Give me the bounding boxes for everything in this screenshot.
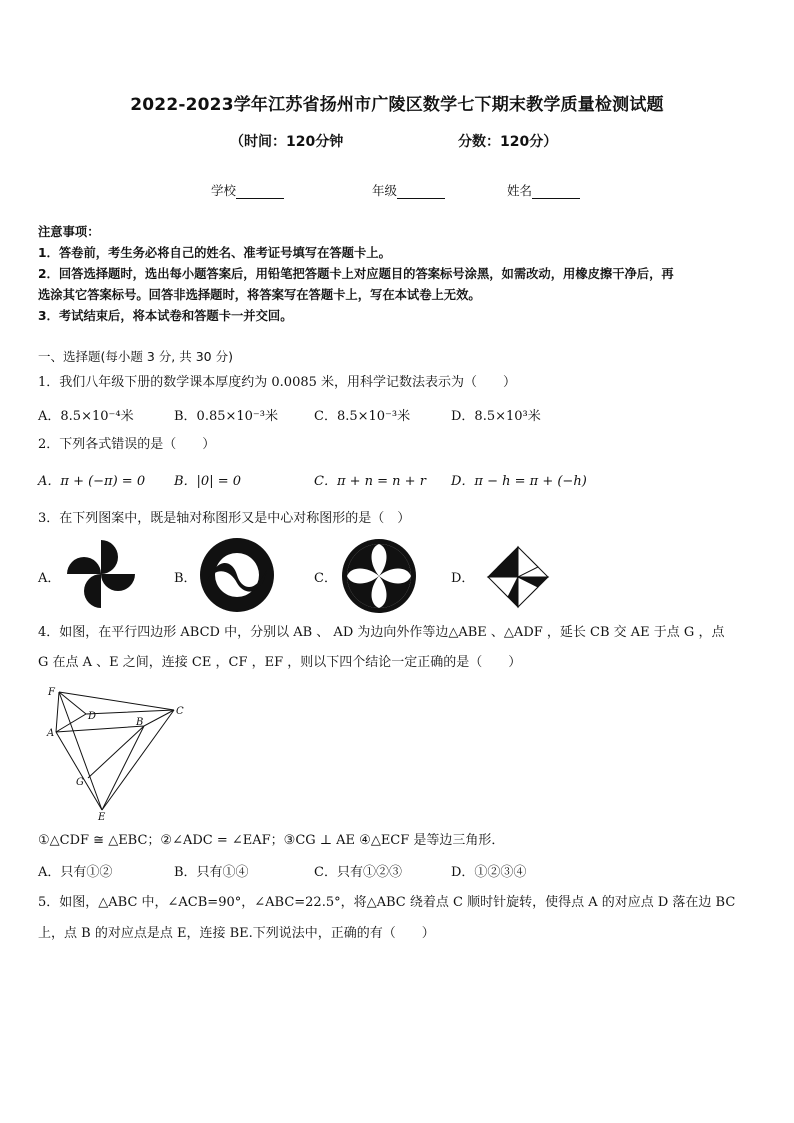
exam-score: 分数：120分） xyxy=(458,134,558,150)
label-D: D xyxy=(88,711,97,722)
q3-label-d[interactable]: D． xyxy=(451,571,475,586)
q4-option-a[interactable]: A．只有①② xyxy=(38,865,113,880)
grade-field[interactable] xyxy=(372,181,445,199)
q2-option-b[interactable]: B．|0| = 0 xyxy=(174,474,242,489)
q3-stem: 3．在下列图案中，既是轴对称图形又是中心对称图形的是（ ） xyxy=(38,511,411,526)
notice-item-2-cont: 选涂其它答案标号。回答非选择题时，将答案写在答题卡上，写在本试卷上无效。 xyxy=(38,288,481,302)
exam-time: （时间：120分钟 xyxy=(230,134,344,150)
q1-stem: 1．我们八年级下册的数学课本厚度约为 0.0085 米，用科学记数法表示为（ ） xyxy=(38,375,517,390)
q4-option-d[interactable]: D．①②③④ xyxy=(451,865,527,880)
q3-figure-d-paper-windmill[interactable] xyxy=(478,543,560,613)
q4-option-b[interactable]: B．只有①④ xyxy=(174,865,249,880)
q2-option-a[interactable]: A．π + (−π) = 0 xyxy=(38,474,146,489)
q2-option-c[interactable]: C．π + n = n + r xyxy=(314,474,426,489)
q3-label-c[interactable]: C． xyxy=(314,571,337,586)
q4-stem-line2: G 在点 A 、E 之间，连接 CE ，CF ，EF ，则以下四个结论一定正确的是（ ） xyxy=(38,655,522,670)
q3-label-a[interactable]: A． xyxy=(38,571,61,586)
name-label: 姓名 xyxy=(507,183,533,198)
q1-option-c[interactable]: C．8.5×10⁻³米 xyxy=(314,409,411,424)
label-F: F xyxy=(48,687,55,698)
q2-option-d[interactable]: D．π − h = π + (−h) xyxy=(451,474,587,489)
q1-option-b[interactable]: B．0.85×10⁻³米 xyxy=(174,409,279,424)
grade-label: 年级 xyxy=(372,183,398,198)
q3-figure-b-wave-circle[interactable] xyxy=(198,537,276,613)
name-field[interactable] xyxy=(507,181,580,199)
school-label: 学校 xyxy=(211,183,237,198)
q3-figure-c-petal-circle[interactable] xyxy=(340,537,418,615)
q1-option-a[interactable]: A．8.5×10⁻⁴米 xyxy=(38,409,134,424)
label-A: A xyxy=(47,728,55,739)
school-field[interactable] xyxy=(211,181,284,199)
notice-item-3: 3．考试结束后，将本试卷和答题卡一并交回。 xyxy=(38,309,293,323)
q2-stem: 2．下列各式错误的是（ ） xyxy=(38,437,216,452)
school-blank[interactable] xyxy=(236,185,284,199)
label-B: B xyxy=(136,717,144,728)
label-G: G xyxy=(76,777,84,788)
notice-item-1: 1．答卷前，考生务必将自己的姓名、准考证号填写在答题卡上。 xyxy=(38,246,391,260)
q1-option-d[interactable]: D．8.5×10³米 xyxy=(451,409,541,424)
q4-option-c[interactable]: C．只有①②③ xyxy=(314,865,402,880)
grade-blank[interactable] xyxy=(397,185,445,199)
label-E: E xyxy=(98,812,106,822)
q3-label-b[interactable]: B． xyxy=(174,571,197,586)
notice-heading: 注意事项： xyxy=(38,225,100,239)
page-title: 2022-2023学年江苏省扬州市广陵区数学七下期末教学质量检测试题 xyxy=(130,95,664,115)
q4-geometry-figure xyxy=(44,684,194,822)
label-C: C xyxy=(176,706,184,717)
q5-stem-line1: 5．如图，△ABC 中，∠ACB=90°，∠ABC=22.5°，将△ABC 绕着点 C 顺时针旋转，使得点 A 的对应点 D 落在边 BC xyxy=(38,895,736,910)
name-blank[interactable] xyxy=(532,185,580,199)
section-heading: 一、选择题(每小题 3 分, 共 30 分) xyxy=(38,349,233,364)
q3-figure-a-pinwheel[interactable] xyxy=(62,538,140,610)
notice-item-2: 2．回答选择题时，选出每小题答案后，用铅笔把答题卡上对应题目的答案标号涂黑，如需改动，用橡皮擦干净后，再 xyxy=(38,267,674,281)
q4-conclusions: ①△CDF ≅ △EBC；②∠ADC = ∠EAF；③CG ⊥ AE ④△ECF 是等边三角形． xyxy=(38,833,505,848)
q4-stem-line1: 4．如图，在平行四边形 ABCD 中，分别以 AB 、 AD 为边向外作等边△ABE 、△ADF ，延长 CB 交 AE 于点 G ，点 xyxy=(38,625,725,640)
q5-stem-line2: 上，点 B 的对应点是点 E，连接 BE.下列说法中，正确的有（ ） xyxy=(38,926,435,941)
